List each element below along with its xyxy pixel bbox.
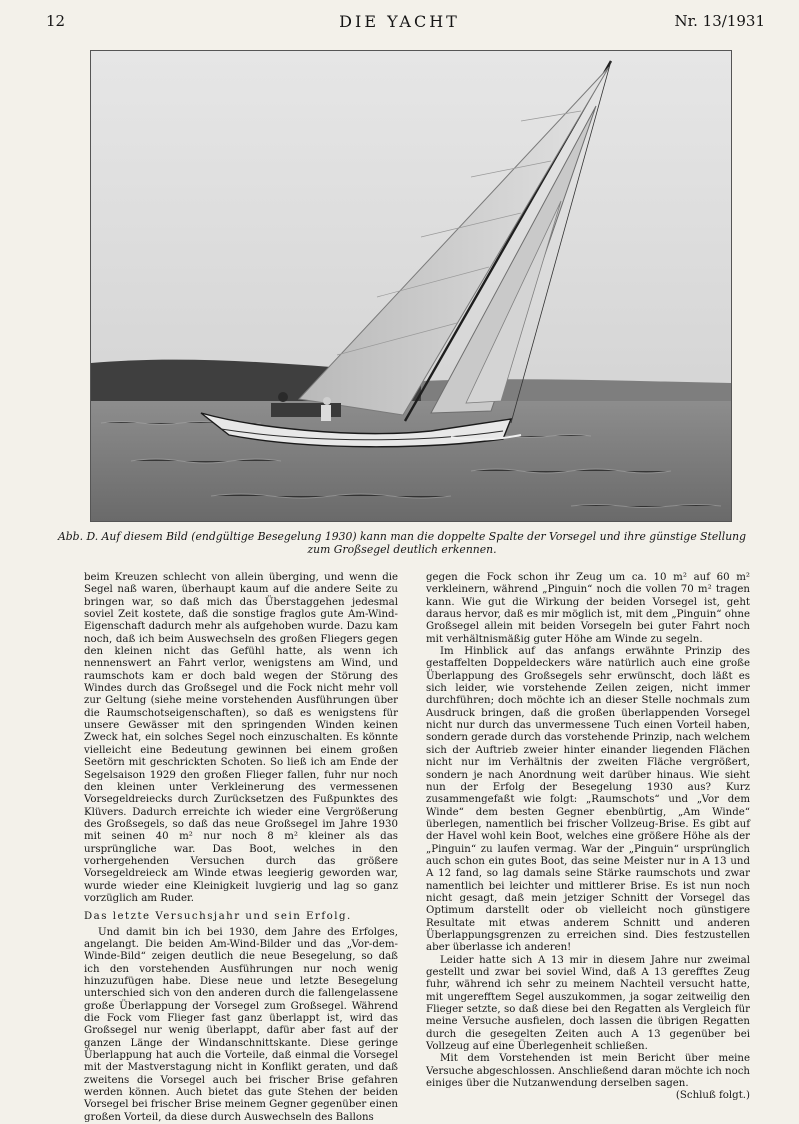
- to-be-continued-note: (Schluß folgt.): [675, 1090, 750, 1102]
- section-heading: Das letzte Versuchsjahr und sein Erfolg.: [84, 911, 352, 923]
- paragraph: beim Kreuzen schlecht von allein überging, und wenn die Segel naß waren, überhaupt kaum auf die andere Seite zu bringen war, so daß mich das Überstaggehen jedesmal soviel Zeit kostete, daß die sonstige fraglos gute Am-Wind-Eigenschaft dadurch mehr als aufgehoben wurde. Dazu kam noch, daß ich beim Auswechseln des großen Fliegers gegen den kleinen nicht das Gefühl hatte, als wenn ich nennenswert an Fahrt verlor, wenigstens am Wind, und raumschots kam er doch bald wegen der Störung des Windes durch das Großsegel und die Fock nicht mehr voll zur Geltung (siehe meine vorstehenden Ausführungen über die Raumschotseigenschaften), so daß es wenigstens für unsere Gewässer mit den springenden Winden keinen Zweck hat, ein solches Segel noch einzuschalten. Es könnte vielleicht eine Bedeutung gewinnen bei einem großen Seetörn mit geschrickten Schoten. So ließ ich am Ende der Segelsaison 1929 den großen Flieger fallen, fuhr nur noch den kleinen unter Verkleinerung des vermessenen Vorsegeldreiecks durch Zurücksetzen des Fußpunktes des Klüvers. Dadurch erreichte ich wieder eine Vergrößerung des Großsegels, so daß das neue Großsegel im Jahre 1930 mit seinen 40 m² nur noch 8 m² kleiner als das ursprüngliche war. Das Boot, welches in den vorhergehenden Versuchen durch das größere Vorsegeldreieck am Winde etwas leegierig geworden war, wurde wieder eine Kleinigkeit luvgierig und lag so ganz vorzüglich am Ruder.: [84, 572, 398, 904]
- figure-caption: Abb. D. Auf diesem Bild (endgültige Besegelung 1930) kann man die doppelte Spalte der Vorsegel und ihre günstige Stellung zum Großsegel deutlich erkennen.: [57, 530, 747, 556]
- paragraph: gegen die Fock schon ihr Zeug um ca. 10 m² auf 60 m² verkleinern, während „Pinguin“ noch die vollen 70 m² tragen kann. Wie gut die Wirkung der beiden Vorsegel ist, geht daraus hervor, daß es mir möglich ist, mit dem „Pinguin“ ohne Großsegel allein mit beiden Vorsegeln bei guter Fahrt noch mit verhältnismäßig guter Höhe am Winde zu segeln.: [426, 572, 750, 645]
- magazine-title: DIE YACHT: [339, 12, 460, 31]
- page-header: [0, 12, 799, 34]
- paragraph: Im Hinblick auf das anfangs erwähnte Prinzip des gestaffelten Doppeldeckers wäre natürlich auch eine große Überlappung des Großsegels sehr erwünscht, doch läßt es sich leider, wie vorstehende Zeilen zeigen, nicht immer durchführen; doch möchte ich an dieser Stelle nochmals zum Ausdruck bringen, daß die großen überlappenden Vorsegel nicht nur durch das unvermessene Tuch einen Vorteil haben, sondern gerade durch das vorstehende Prinzip, nach welchem sich der Auftrieb zweier hinter einander liegenden Flächen nicht nur im Verhältnis der zweiten Fläche vergrößert, sondern je nach Anordnung weit darüber hinaus. Wie sieht nun der Erfolg der Besegelung 1930 aus? Kurz zusammengefaßt wie folgt: „Raumschots“ und „Vor dem Winde“ dem besten Gegner ebenbürtig, „Am Winde“ überlegen, namentlich bei frischer Vollzeug-Brise. Es gibt auf der Havel wohl kein Boot, welches eine größere Höhe als der „Pinguin“ zu laufen vermag. War der „Pinguin“ ursprünglich auch schon ein gutes Boot, das seine Meister nur in A 13 und A 12 fand, so lag damals seine Stärke raumschots und zwar namentlich bei leichter und mittlerer Brise. Es ist nun noch nicht gesagt, daß mein jetziger Schnitt der Vorsegel das Optimum darstellt oder ob vielleicht noch günstigere Resultate mit etwas anderem Schnitt und anderen Überlappungsgrenzen zu erreichen sind. Dies festzustellen aber überlasse ich anderen!: [426, 646, 750, 954]
- issue-number: Nr. 13/1931: [674, 12, 765, 30]
- paragraph: Mit dem Vorstehenden ist mein Bericht über meine Versuche abgeschlossen. Anschließend daran möchte ich noch einiges über die Nutzanwendung derselben sagen.: [426, 1053, 750, 1090]
- article-left-column: [84, 572, 398, 1124]
- sailboat-photo: [90, 50, 732, 522]
- page-number: 12: [46, 12, 66, 30]
- paragraph: Und damit bin ich bei 1930, dem Jahre des Erfolges, angelangt. Die beiden Am-Wind-Bilder und das „Vor-dem-Winde-Bild“ zeigen deutlich die neue Besegelung, so daß ich den vorstehenden Ausführungen nur noch wenig hinzuzufügen habe. Diese neue und letzte Besegelung unterschied sich von den anderen durch die fallengelassene große Überlappung der Vorsegel zum Großsegel. Während die Fock vom Flieger fast ganz überlappt ist, wird das Großsegel nur wenig überlappt, dafür aber fast auf der ganzen Länge der Windanschnittskante. Diese geringe Überlappung hat auch die Vorteile, daß einmal die Vorsegel mit der Mastverstagung nicht in Konflikt geraten, und daß zweitens die Vorsegel auch bei frischer Brise gefahren werden können. Auch bietet das gute Stehen der beiden Vorsegel bei frischer Brise meinem Gegner gegenüber einen großen Vorteil, da diese durch Auswechseln des Ballons: [84, 926, 398, 1123]
- paragraph: Leider hatte sich A 13 mir in diesem Jahre nur zweimal gestellt und zwar bei soviel Wind, daß A 13 gerefftes Zeug fuhr, während ich sehr zu meinem Nachteil versucht hatte, mit ungerefftem Segel auszukommen, ja sogar zeitweilig den Flieger setzte, so daß diese bei den Regatten als Vergleich für meine Versuche ausfielen, doch lassen die übrigen Regatten durch die gesegelten Zeiten auch A 13 gegenüber bei Vollzeug auf eine Überlegenheit schließen.: [426, 954, 750, 1053]
- article-right-column: [426, 572, 750, 1103]
